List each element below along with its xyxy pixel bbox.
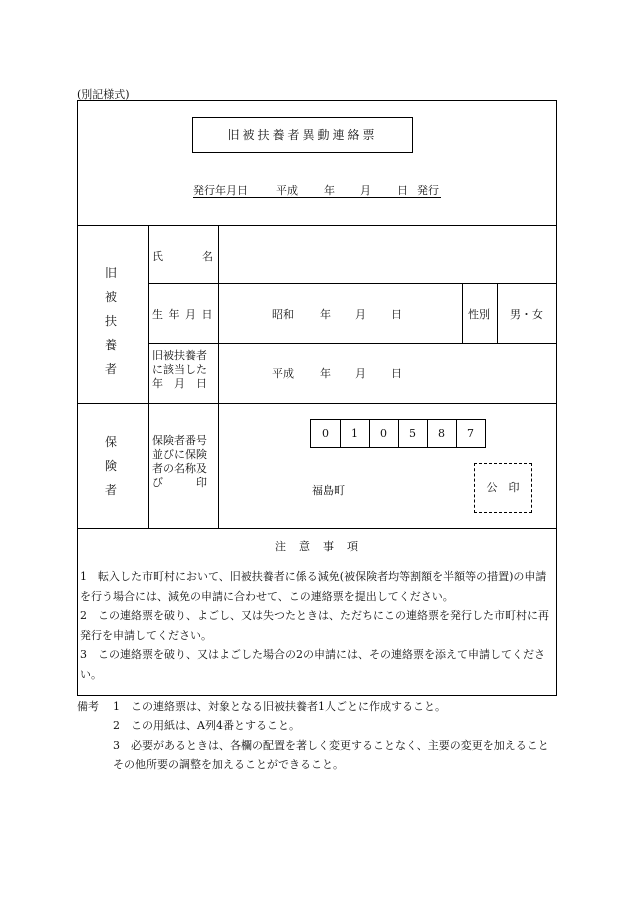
heading-char: 被 xyxy=(105,290,118,304)
divider-birth-row xyxy=(148,343,557,344)
official-seal-box xyxy=(474,463,532,513)
form-title: 旧被扶養者異動連絡票 xyxy=(227,128,378,142)
insurer-number-boxes xyxy=(310,419,486,448)
birth-era: 昭和 xyxy=(272,308,294,321)
divider-col-heading xyxy=(148,225,149,528)
official-seal-label: 公 印 xyxy=(486,481,520,494)
name-label-b: 名 xyxy=(202,250,213,263)
issue-year-unit: 年 xyxy=(324,184,335,197)
insurer-number-digit: 0 xyxy=(380,427,387,440)
issue-suffix: 発行 xyxy=(417,184,439,197)
insurer-label-line: 並びに保険 xyxy=(152,448,207,461)
note-item xyxy=(80,567,554,607)
remarks-item: 2 この用紙は、A列4番とすること。 xyxy=(113,719,300,732)
insurer-number-digit: 0 xyxy=(322,427,329,440)
notes-heading: 注 意 事 項 xyxy=(275,540,359,553)
heading-char: 旧 xyxy=(105,266,118,280)
divider-insurer-section xyxy=(77,528,557,529)
divider-col-label xyxy=(218,225,219,528)
applicable-year-unit: 年 xyxy=(320,367,331,380)
applicable-day-unit: 日 xyxy=(391,367,402,380)
issue-date-line xyxy=(193,182,441,198)
insurer-label-line: び 印 xyxy=(152,476,207,489)
heading-char: 者 xyxy=(105,483,118,497)
name-label-a: 氏 xyxy=(152,250,163,263)
applicable-month-unit: 月 xyxy=(355,367,366,380)
note-item-text: 2 この連絡票を破り、よごし、又は失つたときは、ただちにこの連絡票を発行した市町村に再発行を申請してください。 xyxy=(80,609,549,642)
birth-date-label: 生 年 月 日 xyxy=(152,308,214,321)
heading-char: 養 xyxy=(105,338,118,352)
issue-era: 平成 xyxy=(276,184,298,197)
insurer-label xyxy=(152,434,207,490)
issue-month-unit: 月 xyxy=(360,184,371,197)
note-item xyxy=(80,606,554,646)
insurer-label-line: 保険者番号 xyxy=(152,434,207,447)
sex-label: 性別 xyxy=(468,308,490,321)
divider-top-section xyxy=(77,225,557,226)
remarks-label: 備考 xyxy=(77,700,99,713)
divider-sex-right xyxy=(497,283,498,343)
insurer-number-digit: 7 xyxy=(467,427,474,440)
insurer-name: 福島町 xyxy=(312,484,345,497)
remarks-item xyxy=(113,736,553,774)
divider-dependent-section xyxy=(77,403,557,404)
former-dependent-heading xyxy=(105,261,117,381)
applicable-label-line: 旧被扶養者 xyxy=(152,349,207,362)
remarks-item-text: 3 必要があるときは、各欄の配置を著しく変更することなく、主要の変更を加えることその他所要の調整を加えることができること。 xyxy=(113,739,549,771)
birth-day-unit: 日 xyxy=(391,308,402,321)
heading-char: 保 xyxy=(105,435,118,449)
birth-month-unit: 月 xyxy=(355,308,366,321)
insurer-heading xyxy=(105,430,117,502)
insurer-number-digit: 5 xyxy=(409,427,416,440)
insurer-number-digit: 1 xyxy=(351,427,358,440)
applicable-era: 平成 xyxy=(272,367,294,380)
title-box xyxy=(192,117,413,153)
applicable-label-line: に該当した xyxy=(152,363,207,376)
heading-char: 扶 xyxy=(105,314,118,328)
heading-char: 者 xyxy=(105,362,118,376)
insurer-label-line: 者の名称及 xyxy=(152,462,207,475)
birth-year-unit: 年 xyxy=(320,308,331,321)
applicable-label-line: 年 月 日 xyxy=(152,377,207,390)
issue-day-unit: 日 xyxy=(397,184,408,197)
form-label: (別記様式) xyxy=(77,88,130,101)
remarks-item: 1 この連絡票は、対象となる旧被扶養者1人ごとに作成すること。 xyxy=(113,700,446,713)
insurer-number-digit: 8 xyxy=(438,427,445,440)
issue-date-label: 発行年月日 xyxy=(193,184,248,197)
sex-options: 男・女 xyxy=(510,308,543,321)
note-item-text: 3 この連絡票を破り、又はよごした場合の2の申請には、その連絡票を添えて申請してください。 xyxy=(80,648,545,681)
heading-char: 険 xyxy=(105,459,118,473)
note-item-text: 1 転入した市町村において、旧被扶養者に係る減免(被保険者均等割額を半額等の措置)の申請を行う場合には、減免の申請に合わせて、この連絡票を提出してください。 xyxy=(80,570,547,603)
divider-name-row xyxy=(148,283,557,284)
note-item xyxy=(80,645,554,685)
applicable-date-label xyxy=(152,349,207,391)
divider-sex-left xyxy=(462,283,463,343)
